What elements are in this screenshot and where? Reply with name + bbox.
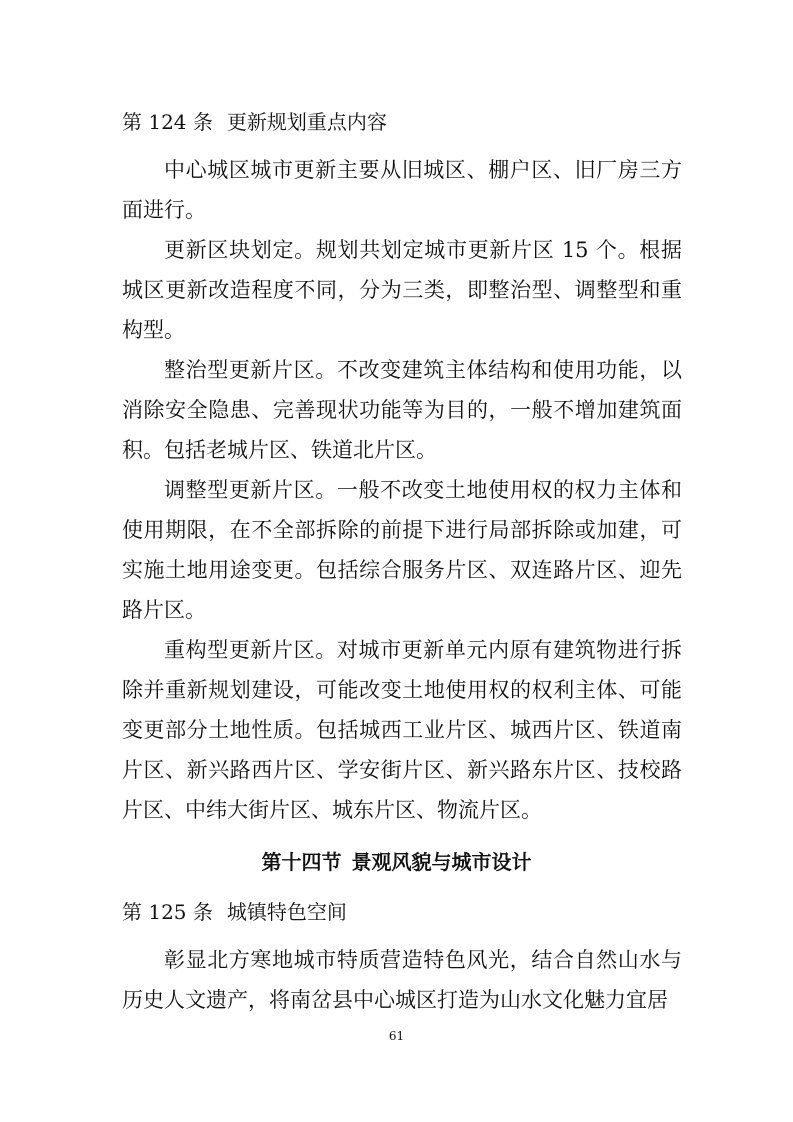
paragraph-reconstruction-type: 重构型更新片区。对城市更新单元内原有建筑物进行拆除并重新规划建设，可能改变土地使用权的权利主体、可能变更部分土地性质。包括城西工业片区、城西片区、铁道南片区、新兴路西片区、学安街片区、新兴路东片区、技校路片区、中纬大街片区、城东片区、物流片区。 [122,638,682,822]
paragraph-zoning: 更新区块划定。规划共划定城市更新片区 15 个。根据城区更新改造程度不同，分为三类，即整治型、调整型和重构型。 [122,238,682,342]
section-14-number: 第十四节 [261,850,342,874]
paragraph-intro: 中心城区城市更新主要从旧城区、棚户区、旧厂房三方面进行。 [122,158,682,222]
article-124-heading [122,108,387,136]
page-number: 61 [388,1029,405,1043]
article-124-number: 第 124 条 [122,110,213,134]
section-14-heading [0,848,793,876]
paragraph-renovation-type: 整治型更新片区。不改变建筑主体结构和使用功能，以消除安全隐患、完善现状功能等为目的，一般不增加建筑面积。包括老城片区、铁道北片区。 [122,358,682,462]
paragraph-characteristic-space: 彰显北方寒地城市特质营造特色风光，结合自然山水与历史人文遗产，将南岔县中心城区打造为山水文化魅力宜居 [122,948,682,1012]
article-125-heading [122,898,347,926]
article-125-title: 城镇特色空间 [226,900,347,924]
article-125-number: 第 125 条 [122,900,213,924]
article-124-title: 更新规划重点内容 [226,110,387,134]
section-14-title: 景观风貌与城市设计 [351,850,532,874]
paragraph-adjustment-type: 调整型更新片区。一般不改变土地使用权的权力主体和使用期限，在不全部拆除的前提下进行局部拆除或加建，可实施土地用途变更。包括综合服务片区、双连路片区、迎先路片区。 [122,478,682,622]
